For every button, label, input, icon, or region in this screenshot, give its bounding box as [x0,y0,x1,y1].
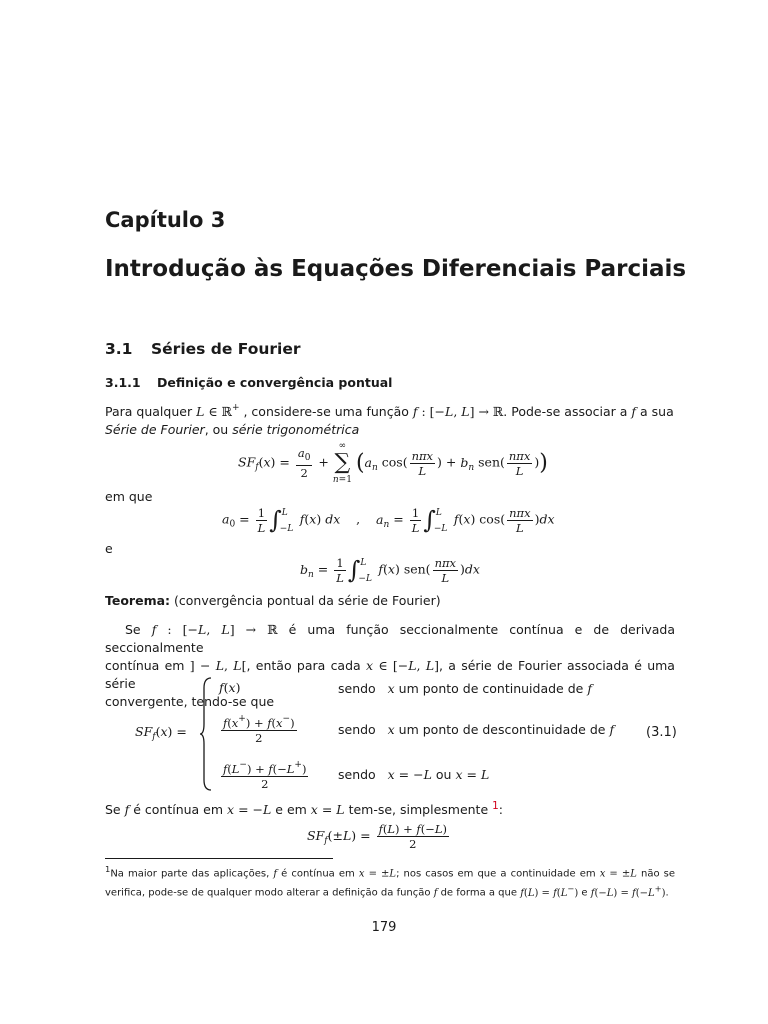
theorem-label: Teorema: [105,593,171,608]
case2-value: $\frac{f(x^+) + f(x^-)}{2}$ [223,714,295,745]
case2-condition: sendo x um ponto de descontinuidade de f [338,722,615,737]
ou-label: ou [435,767,452,782]
subsection-title: Definição e convergência pontual [157,375,393,390]
piecewise-lhs: $SF_f(x)$ = [135,724,187,742]
closing-text: e em [271,802,311,818]
theorem-text: , então para cada [246,658,366,673]
chapter-title: Introdução às Equações Diferenciais Parciais [105,256,687,282]
coefficient-b-equation: $b_n$ = $\frac{1}{L}$ ∫ L −L f(x) sen( $\frac{\text{nπx}}{L}$ )dx [300,555,480,585]
case2-text: um ponto de descontinuidade de [394,722,610,737]
footnote-link[interactable]: 1 [492,800,499,812]
footnote-text: de forma a que [437,887,521,899]
intro-emphasis: série trigonométrica [232,422,360,437]
footnote-text: é contínua em [277,868,359,880]
sendo-label: sendo [338,722,376,737]
sendo-label: sendo [338,767,376,782]
case1-condition: sendo x um ponto de continuidade de f [338,681,592,696]
theorem-body: Se f : [−L, L] → ℝ é uma função seccionalmente contínua e de derivada seccionalmente contínua em ] − L, L[, então para cada x ∈ [−L, L], a série de Fourier associada é uma série convergente, tendo-se que [105,622,676,709]
subsection-number: 3.1.1 [105,375,141,390]
math-inline: L [196,404,205,419]
closing-text: tem-se, simplesmente [344,802,493,818]
footnote-mark: 1 [105,864,111,874]
footnote-divider [105,858,333,859]
intro-emphasis: Série de Fourier [105,422,205,437]
intro-text: . Pode-se associar a [503,404,632,419]
sendo-label: sendo [338,681,376,696]
closing-text: Se [105,802,125,818]
section-heading [105,340,301,358]
continuous-case-equation: $SF_f(\pm L)$ = $\frac{f(L) + f(-L)}{2}$ [307,822,447,851]
closing-paragraph: Se f é contínua em x = −L e em x = L tem-se, simplesmente $^1$: [105,800,503,818]
fourier-series-equation: $SF_f(x)$ = $\frac{a_0}{2}$ + ∞ ∑ n=1 ($a_n$ cos( $\frac{\text{nπx}}{L}$ ) + $b_n$ sen( $\frac{\text{nπx}}{L}$ )) [238,441,548,485]
theorem-text: convergente, tendo-se que [105,694,275,709]
theorem-text: Se [125,622,152,637]
closing-text: : [498,802,503,818]
theorem-text: contínua em [105,658,190,673]
coefficients-a-equation: $a_0$ = $\frac{1}{L}$ ∫ L −L f(x) dx , $a_n$ = $\frac{1}{L}$ ∫ L −L f(x) cos( $\frac{\text{nπx}}{L}$ )dx [222,505,555,535]
case3-value: $\frac{f(L^-) + f(-L^+)}{2}$ [223,760,307,791]
intro-text: Para qualquer [105,404,197,419]
theorem-heading [105,592,675,610]
case3-condition: sendo x = −L ou x = L [338,767,490,782]
em-que-label: em que [105,489,153,504]
subsection-heading [105,375,392,390]
theorem-text: , a série de Fourier associada é uma série [105,658,675,691]
intro-text: , considere-se uma função [239,404,413,419]
intro-paragraph: Para qualquer L ∈ ℝ+ , considere-se uma função f : [−L, L] → ℝ. Pode-se associar a f a sua Série de Fourier, ou série trigonométrica [105,403,674,437]
closing-text: é contínua em [129,802,228,818]
chapter-label: Capítulo 3 [105,208,226,232]
case1-value: f(x) [219,680,241,695]
page-number: 179 [371,920,397,935]
footnote-text: não se verifica, pode-se de qualquer modo alterar a definição da função [105,868,676,899]
case1-text: um ponto de continuidade de [394,681,588,696]
theorem-title: (convergência pontual da série de Fourier) [170,593,441,608]
left-brace [199,676,213,792]
intro-text: , ou [204,422,233,437]
theorem-text: é uma função seccionalmente contínua e de derivada seccionalmente [105,622,676,655]
e-label: e [105,541,113,556]
section-number: 3.1 [105,340,133,358]
footnote-text: ; nos casos em que a continuidade em [396,868,600,880]
section-title: Séries de Fourier [151,340,301,358]
footnote-text: Na maior parte das aplicações, [110,868,274,880]
equation-number: (3.1) [646,725,677,740]
intro-text: a sua [636,404,674,419]
footnote: $^1$Na maior parte das aplicações, f é contínua em x = ±L; nos casos em que a continuidade em x = ±L não se verifica, pode-se de qualquer modo alterar a definição da função f de forma a que f(L) = f(L−) e f(−L) = f(−L+). [105,864,676,899]
